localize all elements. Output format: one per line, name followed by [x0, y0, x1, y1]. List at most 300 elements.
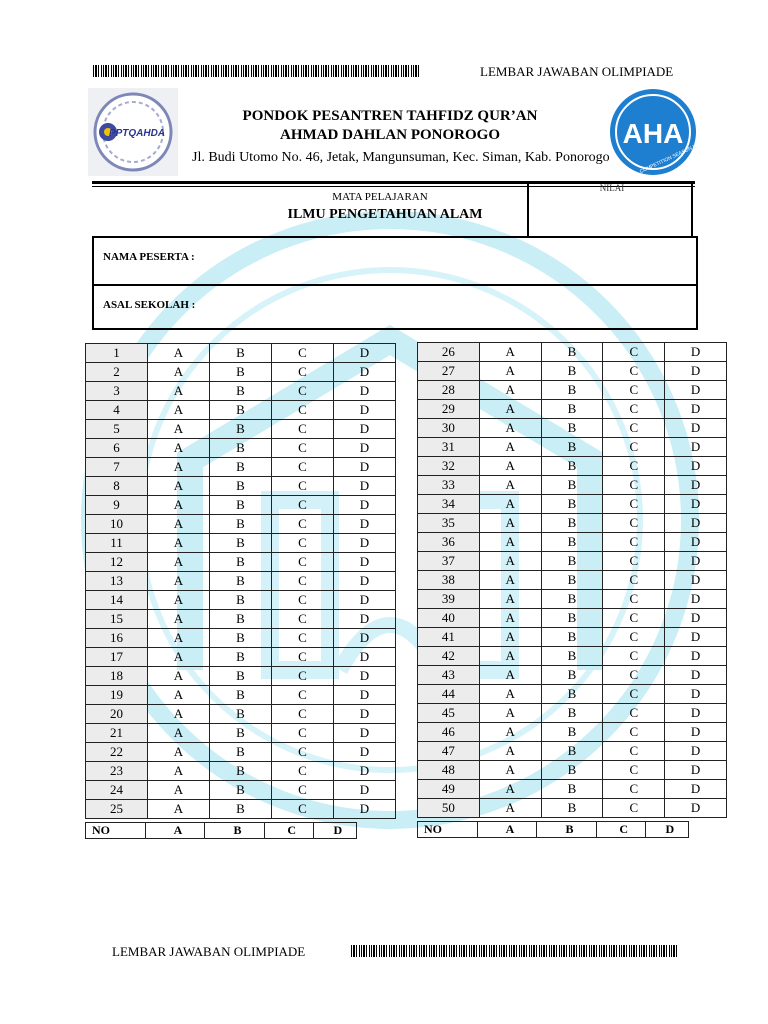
answer-option-b[interactable]: B [210, 724, 272, 743]
answer-option-b[interactable]: B [210, 496, 272, 515]
question-number: 39 [418, 590, 480, 609]
footer-header-c: C [596, 822, 645, 838]
answer-option-a[interactable]: A [148, 553, 210, 572]
bottom-sheet-label: LEMBAR JAWABAN OLIMPIADE [112, 944, 306, 959]
answer-option-d[interactable]: D [334, 363, 396, 382]
answer-row [86, 591, 396, 610]
answer-row [418, 419, 727, 438]
answer-option-a[interactable]: A [479, 780, 541, 799]
footer-header-a: A [477, 822, 537, 838]
answer-option-c[interactable]: C [603, 609, 665, 628]
answer-row [86, 439, 396, 458]
answer-row [86, 420, 396, 439]
answer-option-a[interactable]: A [148, 705, 210, 724]
answer-option-d[interactable]: D [334, 743, 396, 762]
answer-option-c[interactable]: C [272, 553, 334, 572]
answer-option-a[interactable]: A [479, 457, 541, 476]
answer-option-a[interactable]: A [479, 400, 541, 419]
answer-option-d[interactable]: D [665, 647, 727, 666]
answer-option-a[interactable]: A [479, 381, 541, 400]
answer-option-b[interactable]: B [541, 476, 603, 495]
answer-option-c[interactable]: C [603, 571, 665, 590]
answer-option-c[interactable]: C [603, 704, 665, 723]
question-number: 22 [86, 743, 148, 762]
answer-option-a[interactable]: A [479, 609, 541, 628]
answer-option-a[interactable]: A [479, 799, 541, 818]
question-number: 8 [86, 477, 148, 496]
question-number: 11 [86, 534, 148, 553]
answer-row [418, 476, 727, 495]
top-sheet-label: LEMBAR JAWABAN OLIMPIADE [480, 64, 674, 79]
answer-option-b[interactable]: B [210, 705, 272, 724]
answer-option-d[interactable]: D [665, 628, 727, 647]
answer-option-d[interactable]: D [665, 400, 727, 419]
answer-option-b[interactable]: B [541, 590, 603, 609]
answer-option-b[interactable]: B [210, 401, 272, 420]
answer-option-b[interactable]: B [541, 381, 603, 400]
answer-option-a[interactable]: A [148, 762, 210, 781]
pptq-logo [88, 88, 178, 176]
answer-option-c[interactable]: C [603, 780, 665, 799]
footer-header-no: NO [418, 822, 478, 838]
question-number: 43 [418, 666, 480, 685]
answer-option-a[interactable]: A [479, 495, 541, 514]
answer-option-d[interactable]: D [665, 742, 727, 761]
answer-option-b[interactable]: B [210, 439, 272, 458]
answer-option-d[interactable]: D [334, 705, 396, 724]
question-number: 30 [418, 419, 480, 438]
answer-option-b[interactable]: B [541, 419, 603, 438]
answer-option-a[interactable]: A [148, 800, 210, 819]
answer-option-a[interactable]: A [479, 761, 541, 780]
answer-option-d[interactable]: D [334, 629, 396, 648]
answer-option-d[interactable]: D [665, 552, 727, 571]
answer-option-a[interactable]: A [148, 363, 210, 382]
answer-option-d[interactable]: D [665, 381, 727, 400]
answer-option-c[interactable]: C [272, 648, 334, 667]
answer-option-c[interactable]: C [603, 666, 665, 685]
answer-option-c[interactable]: C [603, 742, 665, 761]
participant-name-label: NAMA PESERTA : [103, 251, 195, 263]
answer-row [418, 343, 727, 362]
answer-row [86, 477, 396, 496]
answer-row [418, 666, 727, 685]
answer-option-b[interactable]: B [541, 742, 603, 761]
question-number: 31 [418, 438, 480, 457]
answer-row [86, 572, 396, 591]
answer-option-c[interactable]: C [272, 344, 334, 363]
answer-option-d[interactable]: D [334, 553, 396, 572]
answer-option-c[interactable]: C [603, 799, 665, 818]
answer-row [418, 438, 727, 457]
answer-option-b[interactable]: B [541, 609, 603, 628]
question-number: 42 [418, 647, 480, 666]
question-number: 2 [86, 363, 148, 382]
question-number: 16 [86, 629, 148, 648]
answer-option-d[interactable]: D [334, 344, 396, 363]
answer-row [418, 761, 727, 780]
answer-row [418, 685, 727, 704]
answer-option-a[interactable]: A [148, 439, 210, 458]
answer-option-b[interactable]: B [210, 477, 272, 496]
answer-option-a[interactable]: A [479, 685, 541, 704]
answer-option-b[interactable]: B [210, 743, 272, 762]
participant-school-field[interactable] [230, 288, 690, 328]
answer-option-c[interactable]: C [603, 419, 665, 438]
answer-row [418, 362, 727, 381]
answer-option-b[interactable]: B [210, 515, 272, 534]
answer-option-d[interactable]: D [665, 362, 727, 381]
answer-table-right-footer [417, 821, 689, 838]
answer-option-d[interactable]: D [665, 495, 727, 514]
answer-option-d[interactable]: D [665, 571, 727, 590]
answer-option-c[interactable]: C [272, 724, 334, 743]
answer-option-b[interactable]: B [541, 723, 603, 742]
answer-option-d[interactable]: D [334, 781, 396, 800]
answer-option-c[interactable]: C [272, 439, 334, 458]
answer-option-d[interactable]: D [665, 723, 727, 742]
question-number: 26 [418, 343, 480, 362]
answer-option-b[interactable]: B [541, 685, 603, 704]
answer-row [418, 647, 727, 666]
question-number: 47 [418, 742, 480, 761]
subject-value: ILMU PENGETAHUAN ALAM [287, 207, 483, 222]
question-number: 48 [418, 761, 480, 780]
answer-row [418, 609, 727, 628]
answer-option-d[interactable]: D [334, 515, 396, 534]
answer-option-a[interactable]: A [148, 572, 210, 591]
answer-option-c[interactable]: C [272, 572, 334, 591]
answer-option-a[interactable]: A [479, 552, 541, 571]
question-number: 46 [418, 723, 480, 742]
question-number: 14 [86, 591, 148, 610]
answer-option-c[interactable]: C [272, 686, 334, 705]
answer-option-a[interactable]: A [148, 686, 210, 705]
answer-option-b[interactable]: B [541, 571, 603, 590]
answer-option-a[interactable]: A [479, 362, 541, 381]
subject-label: MATA PELAJARAN [332, 191, 428, 203]
answer-row [86, 363, 396, 382]
answer-option-c[interactable]: C [603, 628, 665, 647]
answer-option-d[interactable]: D [665, 590, 727, 609]
question-number: 9 [86, 496, 148, 515]
answer-option-d[interactable]: D [665, 761, 727, 780]
answer-row [418, 552, 727, 571]
answer-option-c[interactable]: C [603, 476, 665, 495]
answer-option-a[interactable]: A [479, 476, 541, 495]
answer-option-b[interactable]: B [210, 458, 272, 477]
answer-row [86, 382, 396, 401]
answer-option-d[interactable]: D [334, 458, 396, 477]
answer-option-c[interactable]: C [603, 590, 665, 609]
answer-option-c[interactable]: C [603, 495, 665, 514]
answer-option-a[interactable]: A [148, 629, 210, 648]
answer-option-b[interactable]: B [210, 591, 272, 610]
answer-option-d[interactable]: D [334, 439, 396, 458]
question-number: 40 [418, 609, 480, 628]
answer-option-d[interactable]: D [334, 591, 396, 610]
answer-row [86, 534, 396, 553]
participant-school-label: ASAL SEKOLAH : [103, 299, 196, 311]
answer-option-c[interactable]: C [272, 629, 334, 648]
answer-option-c[interactable]: C [272, 515, 334, 534]
answer-row [86, 686, 396, 705]
answer-option-b[interactable]: B [541, 343, 603, 362]
question-number: 10 [86, 515, 148, 534]
answer-option-c[interactable]: C [603, 514, 665, 533]
answer-option-c[interactable]: C [272, 496, 334, 515]
participant-name-field[interactable] [230, 240, 690, 282]
question-number: 29 [418, 400, 480, 419]
answer-option-c[interactable]: C [603, 362, 665, 381]
answer-option-d[interactable]: D [334, 800, 396, 819]
answer-option-b[interactable]: B [541, 780, 603, 799]
answer-option-c[interactable]: C [272, 800, 334, 819]
answer-option-d[interactable]: D [665, 343, 727, 362]
answer-option-c[interactable]: C [272, 420, 334, 439]
answer-row [86, 743, 396, 762]
answer-option-c[interactable]: C [272, 591, 334, 610]
answer-option-d[interactable]: D [334, 477, 396, 496]
answer-option-b[interactable]: B [541, 647, 603, 666]
answer-option-d[interactable]: D [665, 438, 727, 457]
answer-row [86, 496, 396, 515]
answer-option-a[interactable]: A [479, 628, 541, 647]
question-number: 41 [418, 628, 480, 647]
answer-option-d[interactable]: D [334, 382, 396, 401]
answer-option-b[interactable]: B [541, 761, 603, 780]
answer-option-c[interactable]: C [272, 458, 334, 477]
answer-option-b[interactable]: B [210, 344, 272, 363]
answer-option-d[interactable]: D [665, 419, 727, 438]
answer-option-b[interactable]: B [541, 514, 603, 533]
answer-option-c[interactable]: C [603, 381, 665, 400]
question-number: 27 [418, 362, 480, 381]
answer-option-b[interactable]: B [541, 799, 603, 818]
answer-option-d[interactable]: D [334, 667, 396, 686]
answer-option-c[interactable]: C [603, 552, 665, 571]
question-number: 24 [86, 781, 148, 800]
answer-option-d[interactable]: D [334, 420, 396, 439]
answer-option-a[interactable]: A [479, 666, 541, 685]
answer-option-a[interactable]: A [148, 610, 210, 629]
answer-option-a[interactable]: A [479, 723, 541, 742]
answer-option-a[interactable]: A [148, 781, 210, 800]
question-number: 13 [86, 572, 148, 591]
answer-option-b[interactable]: B [541, 628, 603, 647]
school-name-line2: AHMAD DAHLAN PONOROGO [280, 127, 500, 143]
answer-option-a[interactable]: A [479, 419, 541, 438]
answer-option-c[interactable]: C [603, 723, 665, 742]
answer-option-b[interactable]: B [210, 420, 272, 439]
answer-option-d[interactable]: D [665, 685, 727, 704]
answer-option-c[interactable]: C [603, 685, 665, 704]
answer-option-a[interactable]: A [148, 515, 210, 534]
answer-row [418, 590, 727, 609]
answer-option-b[interactable]: B [541, 704, 603, 723]
answer-option-c[interactable]: C [603, 457, 665, 476]
answer-row [86, 800, 396, 819]
answer-option-b[interactable]: B [210, 781, 272, 800]
answer-row [86, 724, 396, 743]
answer-option-c[interactable]: C [272, 610, 334, 629]
answer-option-a[interactable]: A [148, 496, 210, 515]
answer-option-b[interactable]: B [541, 457, 603, 476]
answer-option-c[interactable]: C [603, 343, 665, 362]
answer-option-d[interactable]: D [334, 572, 396, 591]
answer-option-b[interactable]: B [210, 800, 272, 819]
answer-option-a[interactable]: A [479, 590, 541, 609]
answer-option-b[interactable]: B [541, 400, 603, 419]
answer-option-a[interactable]: A [148, 667, 210, 686]
answer-option-b[interactable]: B [541, 666, 603, 685]
question-number: 5 [86, 420, 148, 439]
answer-option-b[interactable]: B [210, 629, 272, 648]
answer-option-a[interactable]: A [148, 382, 210, 401]
aha-logo [607, 88, 699, 176]
answer-option-c[interactable]: C [603, 438, 665, 457]
answer-option-b[interactable]: B [541, 438, 603, 457]
answer-option-a[interactable]: A [148, 534, 210, 553]
answer-row [86, 515, 396, 534]
answer-option-a[interactable]: A [148, 420, 210, 439]
answer-option-a[interactable]: A [479, 514, 541, 533]
answer-option-c[interactable]: C [272, 382, 334, 401]
answer-row [86, 781, 396, 800]
answer-option-c[interactable]: C [272, 705, 334, 724]
answer-row [86, 629, 396, 648]
answer-row [86, 401, 396, 420]
answer-option-b[interactable]: B [210, 363, 272, 382]
footer-header-d: D [645, 822, 688, 838]
answer-table-left-footer [85, 822, 357, 839]
answer-option-d[interactable]: D [334, 610, 396, 629]
svg-text:PPTQAHDA: PPTQAHDA [108, 128, 166, 139]
question-number: 25 [86, 800, 148, 819]
answer-option-b[interactable]: B [210, 610, 272, 629]
answer-option-b[interactable]: B [210, 648, 272, 667]
question-number: 17 [86, 648, 148, 667]
answer-option-a[interactable]: A [148, 648, 210, 667]
answer-option-b[interactable]: B [210, 572, 272, 591]
answer-option-d[interactable]: D [665, 780, 727, 799]
answer-option-a[interactable]: A [148, 458, 210, 477]
answer-option-a[interactable]: A [148, 401, 210, 420]
answer-option-d[interactable]: D [334, 401, 396, 420]
answer-option-a[interactable]: A [479, 571, 541, 590]
answer-option-c[interactable]: C [272, 363, 334, 382]
answer-option-d[interactable]: D [334, 762, 396, 781]
answer-option-b[interactable]: B [210, 553, 272, 572]
answer-option-c[interactable]: C [272, 477, 334, 496]
answer-option-b[interactable]: B [541, 533, 603, 552]
answer-option-b[interactable]: B [210, 762, 272, 781]
answer-option-c[interactable]: C [272, 762, 334, 781]
answer-option-b[interactable]: B [541, 495, 603, 514]
answer-row [418, 495, 727, 514]
answer-option-a[interactable]: A [148, 477, 210, 496]
answer-option-d[interactable]: D [334, 686, 396, 705]
answer-row [418, 704, 727, 723]
answer-option-d[interactable]: D [665, 514, 727, 533]
answer-option-a[interactable]: A [479, 533, 541, 552]
question-number: 18 [86, 667, 148, 686]
answer-option-a[interactable]: A [148, 743, 210, 762]
answer-option-c[interactable]: C [603, 533, 665, 552]
answer-option-d[interactable]: D [665, 609, 727, 628]
answer-option-b[interactable]: B [541, 362, 603, 381]
answer-option-d[interactable]: D [665, 704, 727, 723]
answer-option-d[interactable]: D [665, 799, 727, 818]
question-number: 12 [86, 553, 148, 572]
answer-option-b[interactable]: B [210, 534, 272, 553]
answer-option-b[interactable]: B [210, 667, 272, 686]
question-number: 28 [418, 381, 480, 400]
answer-row [86, 705, 396, 724]
answer-row [418, 381, 727, 400]
answer-option-b[interactable]: B [210, 686, 272, 705]
question-number: 33 [418, 476, 480, 495]
question-number: 45 [418, 704, 480, 723]
answer-option-c[interactable]: C [272, 743, 334, 762]
answer-option-a[interactable]: A [148, 591, 210, 610]
answer-option-a[interactable]: A [148, 724, 210, 743]
answer-option-b[interactable]: B [210, 382, 272, 401]
answer-option-c[interactable]: C [603, 647, 665, 666]
answer-option-d[interactable]: D [665, 476, 727, 495]
question-number: 32 [418, 457, 480, 476]
school-name-line1: PONDOK PESANTREN TAHFIDZ QUR’AN [242, 108, 538, 124]
answer-option-d[interactable]: D [665, 533, 727, 552]
answer-option-d[interactable]: D [665, 457, 727, 476]
answer-option-c[interactable]: C [272, 781, 334, 800]
answer-row [418, 723, 727, 742]
footer-header-c: C [264, 823, 313, 839]
answer-option-d[interactable]: D [334, 648, 396, 667]
footer-header-no: NO [86, 823, 146, 839]
question-number: 19 [86, 686, 148, 705]
question-number: 37 [418, 552, 480, 571]
question-number: 21 [86, 724, 148, 743]
answer-option-a[interactable]: A [479, 742, 541, 761]
question-number: 34 [418, 495, 480, 514]
answer-option-d[interactable]: D [665, 666, 727, 685]
answer-table-left [85, 343, 396, 819]
answer-option-a[interactable]: A [479, 704, 541, 723]
answer-option-a[interactable]: A [479, 647, 541, 666]
question-number: 15 [86, 610, 148, 629]
answer-option-d[interactable]: D [334, 496, 396, 515]
answer-option-b[interactable]: B [541, 552, 603, 571]
answer-option-c[interactable]: C [272, 534, 334, 553]
answer-option-c[interactable]: C [603, 761, 665, 780]
answer-row [418, 457, 727, 476]
participant-divider [92, 284, 698, 286]
answer-row [418, 780, 727, 799]
question-number: 35 [418, 514, 480, 533]
footer-header-b: B [205, 823, 265, 839]
answer-option-c[interactable]: C [272, 401, 334, 420]
question-number: 1 [86, 344, 148, 363]
answer-option-d[interactable]: D [334, 534, 396, 553]
answer-option-a[interactable]: A [148, 344, 210, 363]
answer-option-a[interactable]: A [479, 438, 541, 457]
answer-option-c[interactable]: C [272, 667, 334, 686]
answer-option-a[interactable]: A [479, 343, 541, 362]
answer-option-c[interactable]: C [603, 400, 665, 419]
answer-option-d[interactable]: D [334, 724, 396, 743]
answer-row [418, 571, 727, 590]
